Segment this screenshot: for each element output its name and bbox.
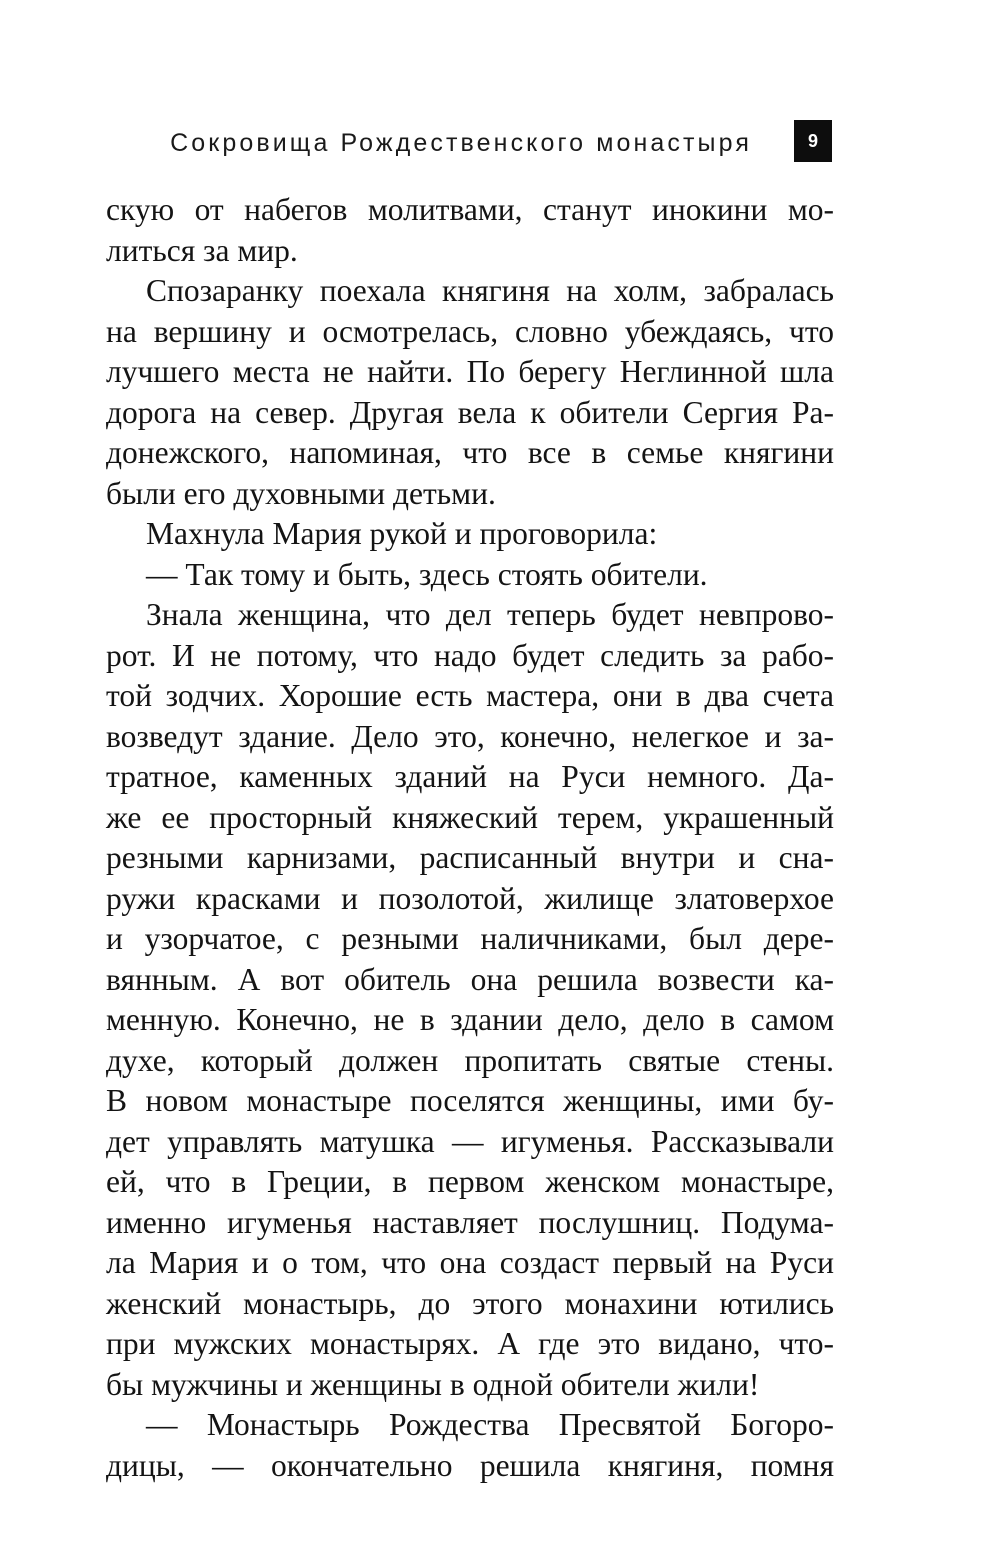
- text-line: дорога на север. Другая вела к обители Сергия Ра-: [106, 394, 834, 430]
- text-line: той зодчих. Хорошие есть мастера, они в два счета: [106, 678, 834, 713]
- text-line: духе, который должен пропитать святые стены.: [106, 1042, 834, 1078]
- text-line: — Монастырь Рождества Пресвятой Богоро-: [146, 1407, 834, 1442]
- text-line: были его духовными детьми.: [106, 475, 496, 511]
- page-number-badge: 9: [794, 120, 832, 162]
- text-line: донежского, напоминая, что все в семье княгини: [106, 435, 834, 470]
- dialogue-line: [106, 555, 834, 596]
- text-line: Махнула Мария рукой и проговорила:: [146, 516, 658, 551]
- paragraph: [106, 595, 834, 1405]
- text-line: Знала женщина, что дел теперь будет невпрово-: [146, 597, 834, 632]
- text-line: В новом монастыре поселятся женщины, ими бу-: [106, 1083, 834, 1118]
- text-line: же ее просторный княжеский терем, украшенный: [106, 799, 834, 835]
- paragraph: [106, 271, 834, 514]
- text-line: именно игуменья наставляет послушниц. Подума-: [106, 1204, 834, 1240]
- text-line: вянным. А вот обитель она решила возвести ка-: [106, 961, 834, 997]
- dialogue-line: [106, 1405, 834, 1486]
- running-title: Сокровища Рождественского монастыря: [170, 129, 752, 157]
- text-line: рот. И не потому, что надо будет следить за рабо-: [106, 637, 834, 673]
- text-line: тратное, каменных зданий на Руси немного. Да-: [106, 759, 834, 794]
- text-line: ружи красками и позолотой, жилище златоверхое: [106, 880, 834, 916]
- text-line: менную. Конечно, не в здании дело, дело в самом: [106, 1002, 834, 1037]
- paragraph: [106, 190, 834, 271]
- body-text: [106, 190, 834, 1486]
- running-head: [0, 120, 1000, 164]
- text-line: ла Мария и о том, что она создаст первый на Руси: [106, 1245, 834, 1280]
- text-line: резными карнизами, расписанный внутри и сна-: [106, 840, 834, 875]
- text-line: литься за мир.: [106, 232, 298, 268]
- text-line: ей, что в Греции, в первом женском монастыре,: [106, 1164, 834, 1199]
- text-line: бы мужчины и женщины в одной обители жили!: [106, 1366, 760, 1402]
- text-line: Спозаранку поехала княгиня на холм, забралась: [146, 273, 834, 308]
- text-line: возведут здание. Дело это, конечно, нелегкое и за-: [106, 718, 834, 754]
- text-line: скую от набегов молитвами, станут инокини мо-: [106, 192, 834, 227]
- text-line: дицы, — окончательно решила княгиня, помня: [106, 1447, 834, 1483]
- text-line: дет управлять матушка — игуменья. Рассказывали: [106, 1123, 834, 1159]
- paragraph: [106, 514, 834, 555]
- text-line: при мужских монастырях. А где это видано, что-: [106, 1326, 834, 1361]
- text-line: — Так тому и быть, здесь стоять обители.: [146, 556, 708, 592]
- text-line: на вершину и осмотрелась, словно убеждаясь, что: [106, 313, 834, 349]
- text-line: и узорчатое, с резными наличниками, был дере-: [106, 921, 834, 956]
- text-line: женский монастырь, до этого монахини ютились: [106, 1285, 834, 1321]
- text-line: лучшего места не найти. По берегу Неглинной шла: [106, 354, 834, 389]
